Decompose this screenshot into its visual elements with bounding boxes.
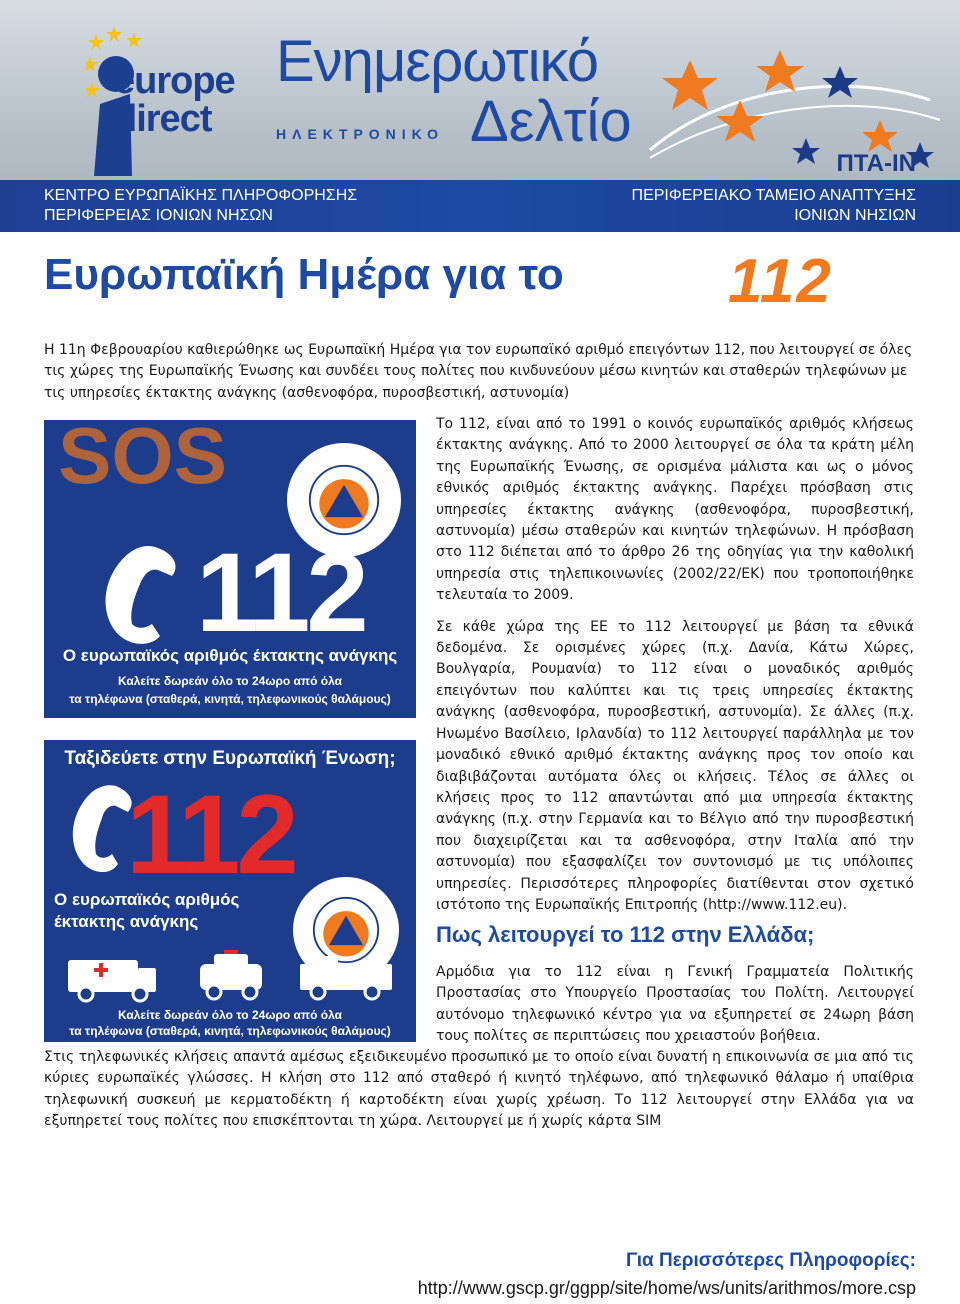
more-info-link[interactable]: http://www.gscp.gr/ggpp/site/home/ws/units/arithmos/more.csp [417, 1278, 916, 1298]
poster-112-number: 112 [126, 772, 295, 897]
greece-paragraph-end: Στις τηλεφωνικές κλήσεις απαντά αμέσως εξειδικευμένο προσωπικό με το οποίο είναι δυνατή η επικοινωνία σε μια από τις κύριες ευρωπαϊκές γλώσσες. Η κλήση στο 112 από σταθερό ή κινητό τηλέφωνο, από τηλεφωνικό θάλαμο ή υπαίθρια τηλεφωνική συσκευή με κερματοδέκτη ή καρτοδέκτη είναι χωρίς χρέωση. Το 112 λειτουργεί στην Ελλάδα για να εξυπηρετεί τους πολίτες που επισκέπτονται τη χώρα. Λειτουργεί με ή χωρίς κάρτα SIM [44, 1049, 914, 1130]
logo-europe-text: europe [114, 60, 235, 102]
poster-subline: Καλείτε δωρεάν όλο το 24ωρο από όλα [117, 1008, 342, 1022]
newsletter-subtitle: Δελτίο [470, 89, 632, 154]
logo-direct-text: direct [114, 98, 212, 140]
header-banner [0, 0, 960, 232]
sos-text: SOS [58, 420, 227, 500]
pta-caption [632, 186, 916, 226]
article-paragraph: Το 112, είναι από το 1991 ο κοινός ευρωπαϊκός αριθμός κλήσεως έκτακτης ανάγκης. Από το 2000 λειτουργεί σε όλα τα κράτη μέλη της Ευρωπαϊκής Ένωσης, σε ορισμένα μάλιστα και ως ο μόνος εθνικός αριθμός έκτακτης ανάγκης. Παρέχει πρόσβαση στις υπηρεσίες έκτακτης ανάγκης (ασθενοφόρα, πυροσβεστική, αστυνομία) μέσω σταθερών και κινητών τηλεφώνων. Η πρόσβαση στο 112 διέπεται από το άρθρο 26 της οδηγίας για την καθολική υπηρεσία στις τηλεπικοινωνίες (2002/22/ΕΚ) που τροποποιήθηκε τελευταία το 2009. [436, 416, 914, 604]
poster-112-number: 112 [196, 530, 365, 655]
poster-112-sos [44, 420, 416, 718]
telephone-handset-icon [88, 540, 184, 650]
caption-line: ΚΕΝΤΡΟ ΕΥΡΩΠΑΪΚΗΣ ΠΛΗΡΟΦΟΡΗΣΗΣ [44, 187, 358, 204]
caption-line: ΙΟΝΙΩΝ ΝΗΣΙΩΝ [794, 207, 916, 224]
europe-direct-caption [44, 186, 357, 226]
headline-number: 112 [728, 247, 833, 316]
poster-subline: Καλείτε δωρεάν όλο το 24ωρο από όλα [117, 674, 342, 688]
poster-112-travel [44, 740, 416, 1042]
greece-paragraph-start: Αρμόδια για το 112 είναι η Γενική Γραμματεία Πολιτικής Προστασίας στο Υπουργείο Προστασίας του Πολίτη. Λειτουργεί αυτόνομο τηλεφωνικό κέντρο για να εξυπηρετεί σε 24ωρη βάση τους πολίτες σε περιπτώσεις που χρειαστούν βοήθεια. [436, 964, 914, 1045]
more-info-label: Για Περισσότερες Πληροφορίες: [625, 1250, 916, 1271]
poster-subline: τα τηλέφωνα (σταθερά, κινητά, τηλεφωνικούς θαλάμους) [69, 692, 391, 706]
poster-tagline: Ο ευρωπαϊκός αριθμός έκτακτης ανάγκης [62, 646, 398, 665]
intro-paragraph: Η 11η Φεβρουαρίου καθιερώθηκε ως Ευρωπαϊκή Ημέρα για τον ευρωπαϊκό αριθμό επειγόντων 112, που λειτουργεί σε όλες τις χώρες της Ευρωπαϊκής Ένωσης και συνδέει τους πολίτες που κινδυνεύουν μέσω κινητών και σταθερών τηλεφώνων με τις υπηρεσίες έκτακτης ανάγκης (ασθενοφόρα, πυροσβεστική, αστυνομία) [44, 342, 913, 401]
article-right-column [436, 414, 914, 926]
greece-subheading: Πως λειτουργεί το 112 στην Ελλάδα; [436, 922, 815, 947]
poster-tagline: έκτακτης ανάγκης [54, 912, 199, 931]
newsletter-kicker: ΗΛΕΚΤΡΟΝΙΚΟ [276, 126, 445, 142]
caption-line: ΠΕΡΙΦΕΡΕΙΑΣ ΙΟΝΙΩΝ ΝΗΣΩΝ [44, 207, 273, 224]
poster-subline: τα τηλέφωνα (σταθερά, κινητά, τηλεφωνικούς θαλάμους) [69, 1024, 391, 1038]
pta-in-badge: ΠΤΑ-ΙΝ [836, 150, 916, 177]
emergency-vehicles-icon [64, 946, 396, 1004]
caption-line: ΠΕΡΙΦΕΡΕΙΑΚΟ ΤΑΜΕΙΟ ΑΝΑΠΤΥΞΗΣ [631, 187, 916, 204]
article-paragraph: Σε κάθε χώρα της ΕΕ το 112 λειτουργεί με βάση τα εθνικά δεδομένα. Σε ορισμένες χώρες (π.χ. Δανία, Κάτω Χώρες, Βουλγαρία, Ρουμανία) το 112 είναι ο μοναδικός αριθμός επειγόντων που καλύπτει και τις τρεις υπηρεσίες έκτακτης ανάγκης (ασθενοφόρα, πυροσβεστική, αστυνομία). Σε άλλες (π.χ. Ηνωμένο Βασίλειο, Ιρλανδία) το 112 λειτουργεί παράλληλα με τον μοναδικό εθνικό αριθμό έκτακτης ανάγκης προς τον οποίο και διαβιβάζονται αυτόματα όλες οι κλήσεις. Τέλος σε άλλες οι κλήσεις προς το 112 απαντώνται από μια υπηρεσία έκτακτης ανάγκης (π.χ. στην Γερμανία και το Βέλγιο από την πυροσβεστική που διαχειρίζεται και τα ασθενοφόρα, στην Ιταλία από την αστυνομία) που εξασφαλίζει τον συντονισμό με τις υπόλοιπες υπηρεσίες. Περισσότερες πληροφορίες διατίθενται στον σχετικό ιστότοπο της Ευρωπαϊκής Επιτροπής (http://www.112.eu). [436, 618, 914, 913]
poster-travel-heading: Ταξιδεύετε στην Ευρωπαϊκή Ένωση; [64, 748, 396, 769]
article-headline: Ευρωπαϊκή Ημέρα για το [44, 250, 564, 299]
newsletter-title: Ενημερωτικό [276, 29, 599, 94]
poster-tagline: Ο ευρωπαϊκός αριθμός [54, 890, 240, 909]
